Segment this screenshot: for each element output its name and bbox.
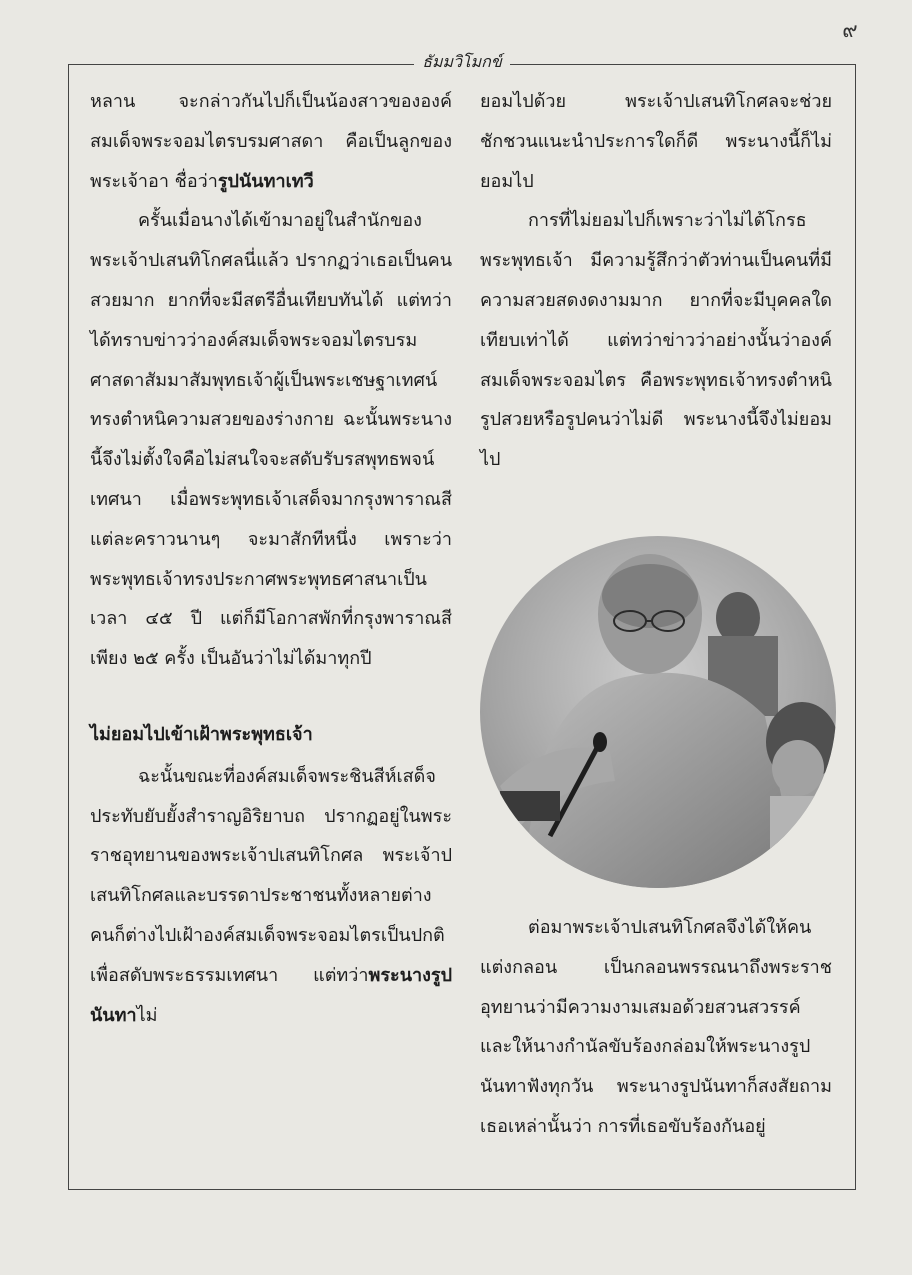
paragraph-3 bbox=[90, 757, 452, 1036]
page-number: ๙ bbox=[842, 18, 858, 42]
paragraph-6: ต่อมาพระเจ้าปเสนทิโกศลจึงได้ให้คนแต่งกลอน เป็นกลอนพรรณนาถึงพระราชอุทยานว่ามีความงามเสมอด้วยสวนสวรรค์ และให้นางกำนัลขับร้องกล่อมให้พระนางรูปนันทาฟังทุกวัน พระนางรูปนันทาก็สงสัยถามเธอเหล่านั้นว่า การที่เธอขับร้องกันอยู่ bbox=[480, 917, 832, 1137]
paragraph-4: ยอมไปด้วย พระเจ้าปเสนทิโกศลจะช่วยชักชวนแนะนำประการใดก็ดี พระนางนี้ก็ไม่ยอมไป bbox=[480, 91, 832, 192]
right-column-top bbox=[480, 82, 832, 480]
paragraph-5: การที่ไม่ยอมไปก็เพราะว่าไม่ได้โกรธพระพุทธเจ้า มีความรู้สึกว่าตัวท่านเป็นคนที่มีความสวยสดงดงามมาก ยากที่จะมีบุคคลใดเทียบเท่าได้ แต่ทว่าข่าวว่าอย่างนั้นว่าองค์สมเด็จพระจอมไตร คือพระพุทธเจ้าทรงตำหนิรูปสวยหรือรูปคนว่าไม่ดี พระนางนี้จึงไม่ยอมไป bbox=[480, 210, 832, 471]
paragraph-1-text: หลาน จะกล่าวกันไปก็เป็นน้องสาวขององค์สมเด็จพระจอมไตรบรมศาสดา คือเป็นลูกของพระเจ้าอา ชื่อว่า bbox=[90, 91, 452, 192]
paragraph-3-text: ฉะนั้นขณะที่องค์สมเด็จพระชินสีห์เสด็จประทับยับยั้งสำราญอิริยาบถ ปรากฏอยู่ในพระราชอุทยานของพระเจ้าปเสนทิโกศล พระเจ้าปเสนทิโกศลและบรรดาประชาชนทั้งหลายต่างคนก็ต่างไปเฝ้าองค์สมเด็จพระจอมไตรเป็นปกติ เพื่อสดับพระธรรมเทศนา แต่ทว่า bbox=[90, 765, 452, 986]
name-rupananda: พระนางรูปนันทา bbox=[90, 964, 452, 1026]
right-column-bottom bbox=[480, 908, 832, 1147]
monk-photo-image bbox=[480, 536, 836, 888]
paragraph-1 bbox=[90, 82, 452, 201]
paragraph-2: ครั้นเมื่อนางได้เข้ามาอยู่ในสำนักของพระเจ้าปเสนทิโกศลนี่แล้ว ปรากฏว่าเธอเป็นคนสวยมาก ยากที่จะมีสตรีอื่นเทียบทันได้ แต่ทว่าได้ทราบข่าวว่าองค์สมเด็จพระจอมไตรบรมศาสดาสัมมาสัมพุทธเจ้าผู้เป็นพระเชษฐาเทศน์ทรงตำหนิความสวยของร่างกาย ฉะนั้นพระนางนี้จึงไม่ตั้งใจคือไม่สนใจจะสดับรับรสพุทธพจน์เทศนา เมื่อพระพุทธเจ้าเสด็จมากรุงพาราณสีแต่ละคราวนานๆ จะมาสักทีหนึ่ง เพราะว่าพระพุทธเจ้าทรงประกาศพระพุทธศาสนาเป็นเวลา ๔๕ ปี แต่ก็มีโอกาสพักที่กรุงพาราณสีเพียง ๒๕ ครั้ง เป็นอันว่าไม่ได้มาทุกปี bbox=[90, 210, 452, 670]
monk-photo bbox=[480, 536, 836, 888]
left-column bbox=[90, 82, 452, 1035]
header-title: ธัมมวิโมกข์ bbox=[422, 52, 502, 71]
name-rupanandadevi: รูปนันทาเทวี bbox=[217, 170, 314, 192]
section-heading: ไม่ยอมไปเข้าเฝ้าพระพุทธเจ้า bbox=[90, 723, 313, 745]
paragraph-3-end: ไม่ bbox=[136, 1004, 158, 1026]
